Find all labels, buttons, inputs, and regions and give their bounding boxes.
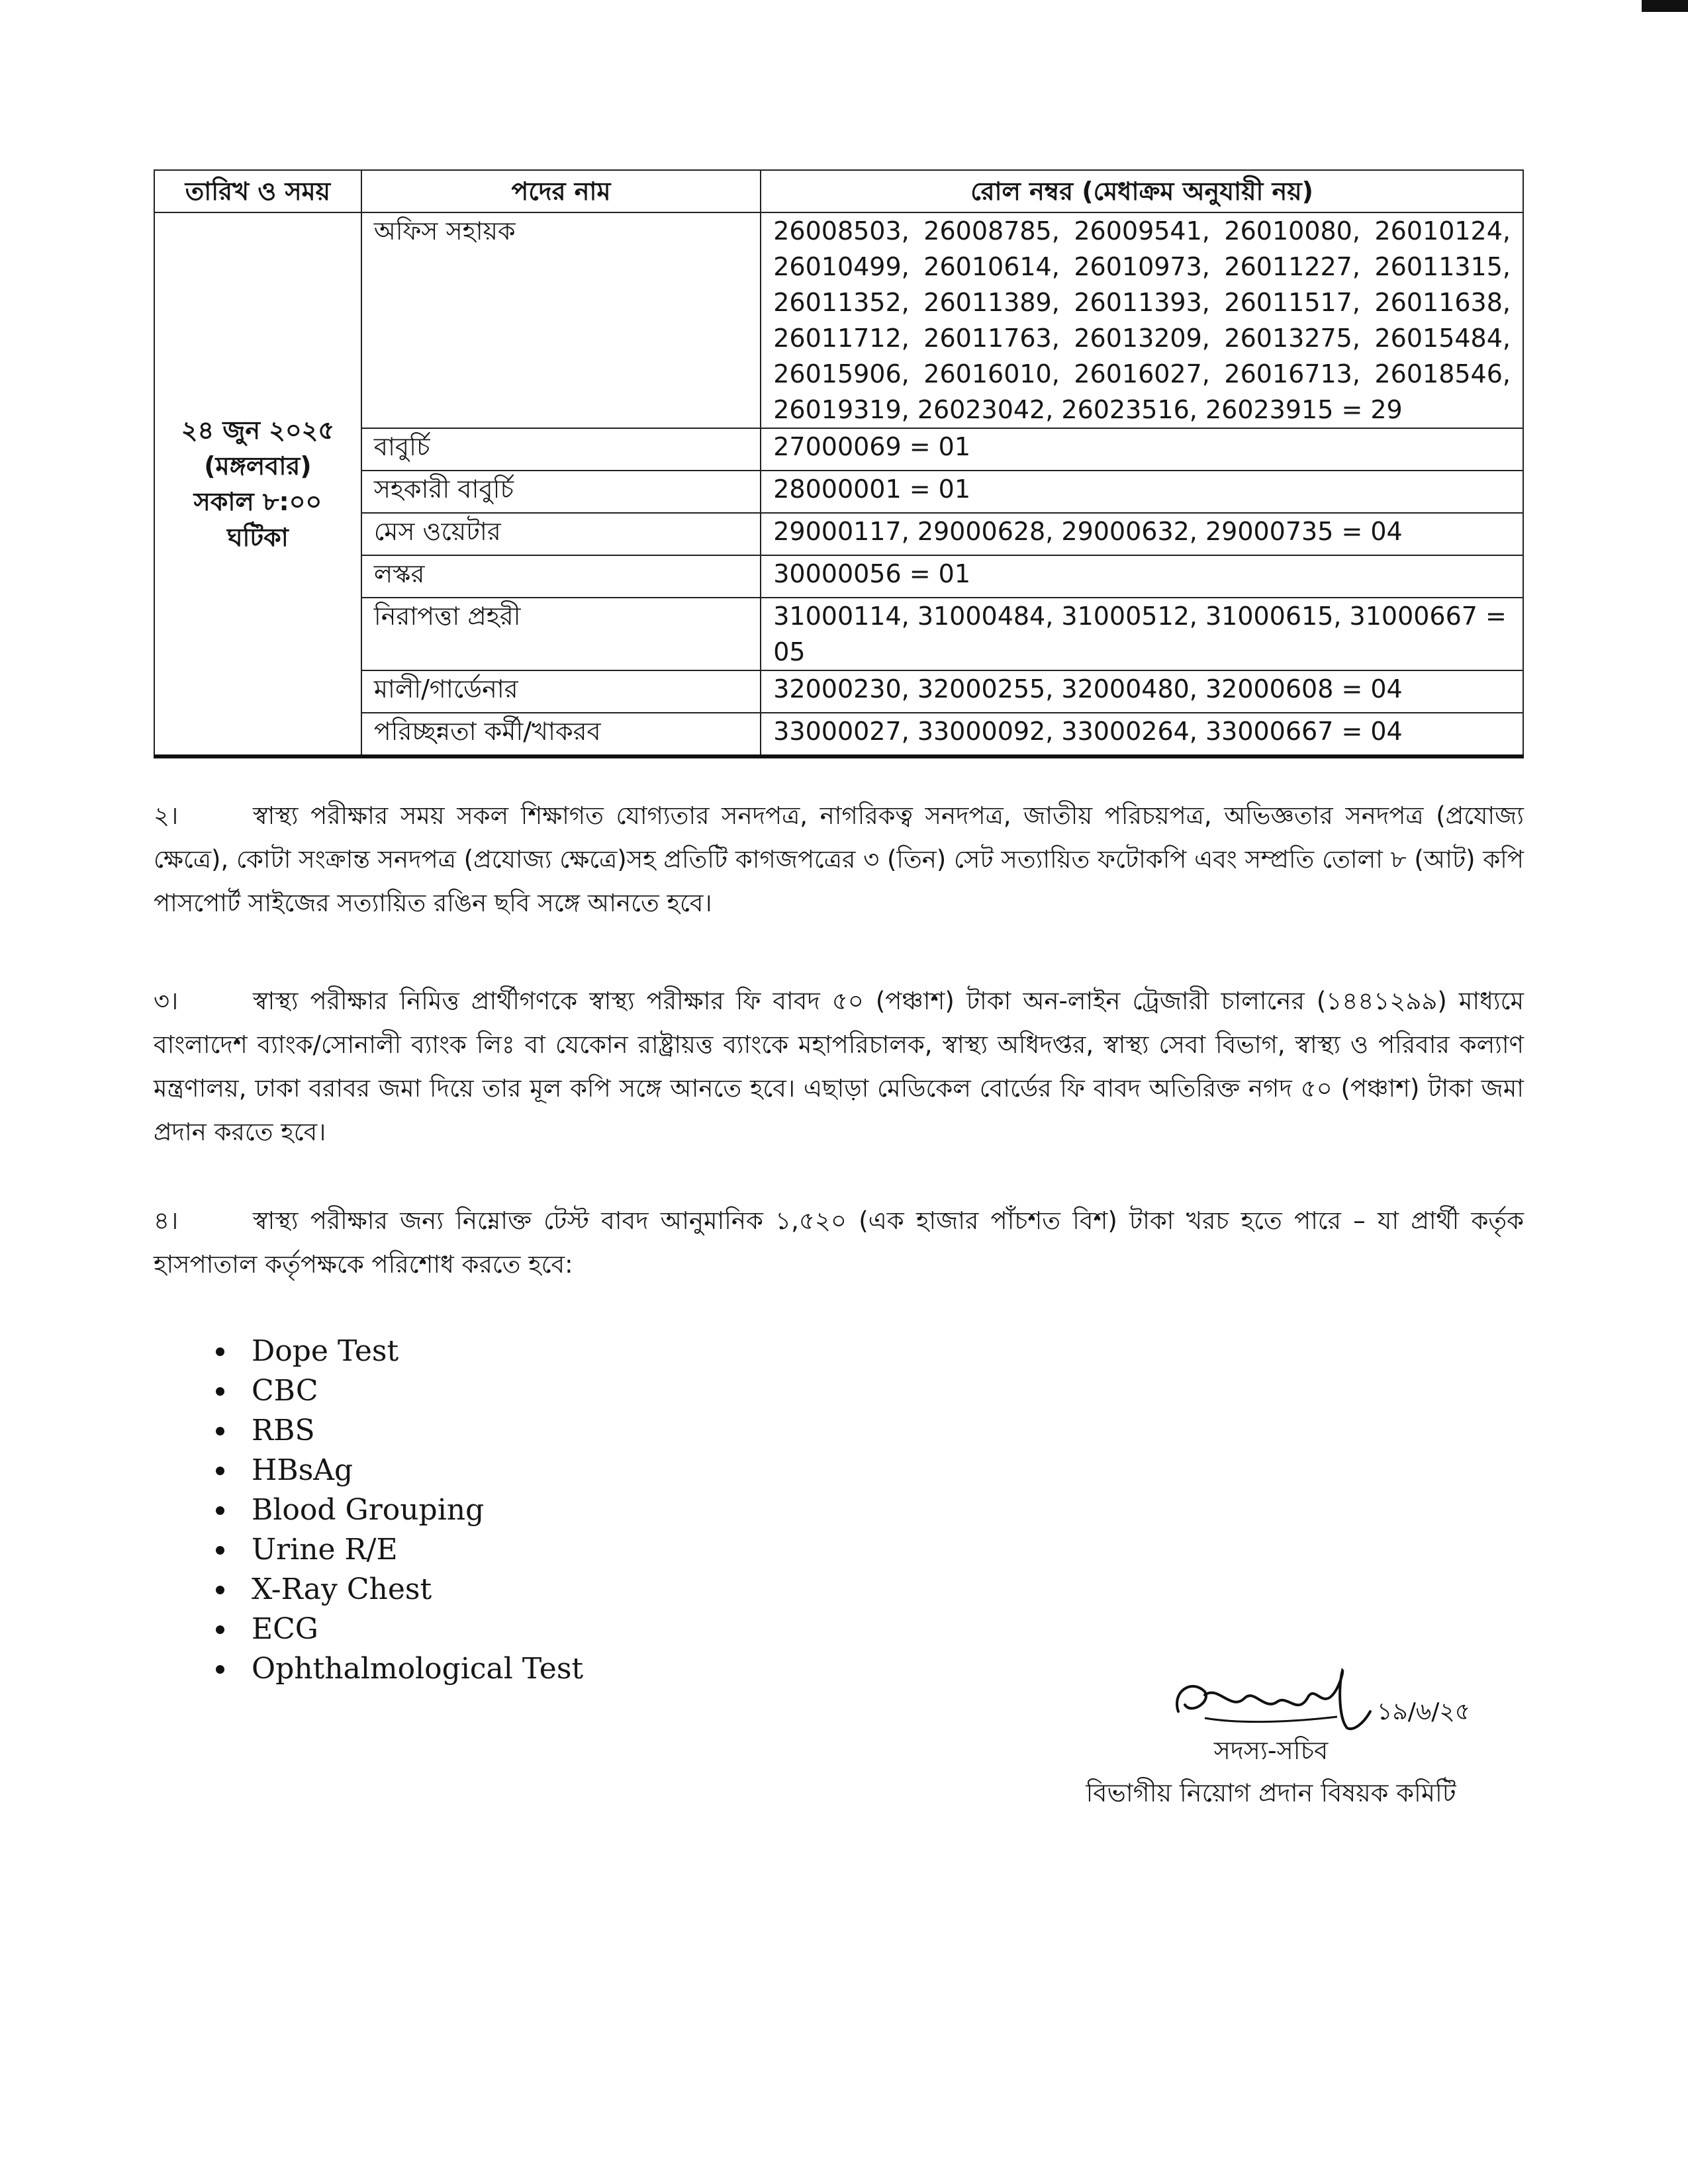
exam-date-time <box>154 212 361 756</box>
post-name: অফিস সহায়ক <box>361 212 761 428</box>
exam-time-unit: ঘটিকা <box>227 523 289 552</box>
list-item: Dope Test <box>211 1332 583 1371</box>
roll-numbers: 31000114, 31000484, 31000512, 31000615, 31000667 = 05 <box>761 598 1523 670</box>
header-post-name: পদের নাম <box>361 170 761 212</box>
post-name: পরিচ্ছন্নতা কর্মী/খাকরব <box>361 713 761 756</box>
signature-date: ১৯/৬/২৫ <box>1377 1698 1471 1725</box>
roll-numbers: 28000001 = 01 <box>761 471 1523 513</box>
exam-weekday: (মঙ্গলবার) <box>204 451 312 480</box>
table-row <box>154 212 1523 428</box>
post-name: লস্কর <box>361 555 761 598</box>
scan-edge-mark <box>1642 0 1688 12</box>
paragraph-fees <box>154 979 1524 1154</box>
roll-numbers: 27000069 = 01 <box>761 428 1523 471</box>
list-item: CBC <box>211 1371 583 1411</box>
post-name: বাবুর্চি <box>361 428 761 471</box>
list-item: HBsAg <box>211 1451 583 1490</box>
paragraph-number: ২। <box>154 801 179 830</box>
list-item: Ophthalmological Test <box>211 1649 583 1689</box>
header-date-time: তারিখ ও সময় <box>154 170 361 212</box>
signatory-committee: বিভাগীয় নিয়োগ প্রদান বিষয়ক কমিটি <box>1086 1778 1456 1807</box>
signatory-designation: সদস্য-সচিব <box>1213 1736 1329 1765</box>
list-item: RBS <box>211 1411 583 1451</box>
exam-date: ২৪ জুন ২০২৫ <box>181 416 335 445</box>
paragraph-number: ৪। <box>154 1206 179 1235</box>
paragraph-tests <box>154 1199 1524 1287</box>
paragraph-documents <box>154 794 1524 925</box>
roll-numbers: 32000230, 32000255, 32000480, 32000608 = 04 <box>761 670 1523 713</box>
list-item: X-Ray Chest <box>211 1570 583 1610</box>
roll-numbers: 30000056 = 01 <box>761 555 1523 598</box>
paragraph-text: স্বাস্থ্য পরীক্ষার সময় সকল শিক্ষাগত যোগ্যতার সনদপত্র, নাগরিকত্ব সনদপত্র, জাতীয় পরিচয়পত্র, অভিজ্ঞতার সনদপত্র (প্রযোজ্য ক্ষেত্রে), কোটা সংক্রান্ত সনদপত্র (প্রযোজ্য ক্ষেত্রে)সহ প্রতিটি কাগজপত্রের ৩ (তিন) সেট সত্যায়িত ফটোকপি এবং সম্প্রতি তোলা ৮ (আট) কপি পাসপোর্ট সাইজের সত্যায়িত রঙিন ছবি সঙ্গে আনতে হবে। <box>154 801 1524 917</box>
paragraph-text: স্বাস্থ্য পরীক্ষার নিমিত্ত প্রার্থীগণকে স্বাস্থ্য পরীক্ষার ফি বাবদ ৫০ (পঞ্চাশ) টাকা অন-লাইন ট্রেজারী চালানের (১৪৪১২৯৯) মাধ্যমে বাংলাদেশ ব্যাংক/সোনালী ব্যাংক লিঃ বা যেকোন রাষ্ট্রায়ত্ত ব্যাংকে মহাপরিচালক, স্বাস্থ্য অধিদপ্তর, স্বাস্থ্য সেবা বিভাগ, স্বাস্থ্য ও পরিবার কল্যাণ মন্ত্রণালয়, ঢাকা বরাবর জমা দিয়ে তার মূল কপি সঙ্গে আনতে হবে। এছাড়া মেডিকেল বোর্ডের ফি বাবদ অতিরিক্ত নগদ ৫০ (পঞ্চাশ) টাকা জমা প্রদান করতে হবে। <box>154 987 1524 1146</box>
roll-numbers: 26008503, 26008785, 26009541, 26010080, 26010124, 26010499, 26010614, 26010973, 26011227, 26011315, 26011352, 26011389, 26011393, 26011517, 26011638, 26011712, 26011763, 26013209, 26013275, 26015484, 26015906, 26016010, 26016027, 26016713, 26018546, 26019319, 26023042, 26023516, 26023915 = 29 <box>761 212 1523 428</box>
paragraph-number: ৩। <box>154 987 179 1015</box>
list-item: Urine R/E <box>211 1530 583 1570</box>
roll-number-table <box>154 169 1524 758</box>
post-name: মালী/গার্ডেনার <box>361 670 761 713</box>
list-item: ECG <box>211 1610 583 1649</box>
test-list <box>211 1332 583 1689</box>
post-name: সহকারী বাবুর্চি <box>361 471 761 513</box>
post-name: নিরাপত্তা প্রহরী <box>361 598 761 670</box>
list-item: Blood Grouping <box>211 1490 583 1530</box>
table-header-row <box>154 170 1523 212</box>
roll-numbers: 29000117, 29000628, 29000632, 29000735 = 04 <box>761 513 1523 555</box>
paragraph-text: স্বাস্থ্য পরীক্ষার জন্য নিম্নোক্ত টেস্ট বাবদ আনুমানিক ১,৫২০ (এক হাজার পাঁচশত বিশ) টাকা খরচ হতে পারে – যা প্রার্থী কর্তৃক হাসপাতাল কর্তৃপক্ষকে পরিশোধ করতে হবে: <box>154 1206 1524 1279</box>
roll-numbers: 33000027, 33000092, 33000264, 33000667 = 04 <box>761 713 1523 756</box>
signature <box>1165 1665 1496 1738</box>
header-roll-numbers: রোল নম্বর (মেধাক্রম অনুযায়ী নয়) <box>761 170 1523 212</box>
exam-time: সকাল ৮:০০ <box>193 487 322 516</box>
post-name: মেস ওয়েটার <box>361 513 761 555</box>
